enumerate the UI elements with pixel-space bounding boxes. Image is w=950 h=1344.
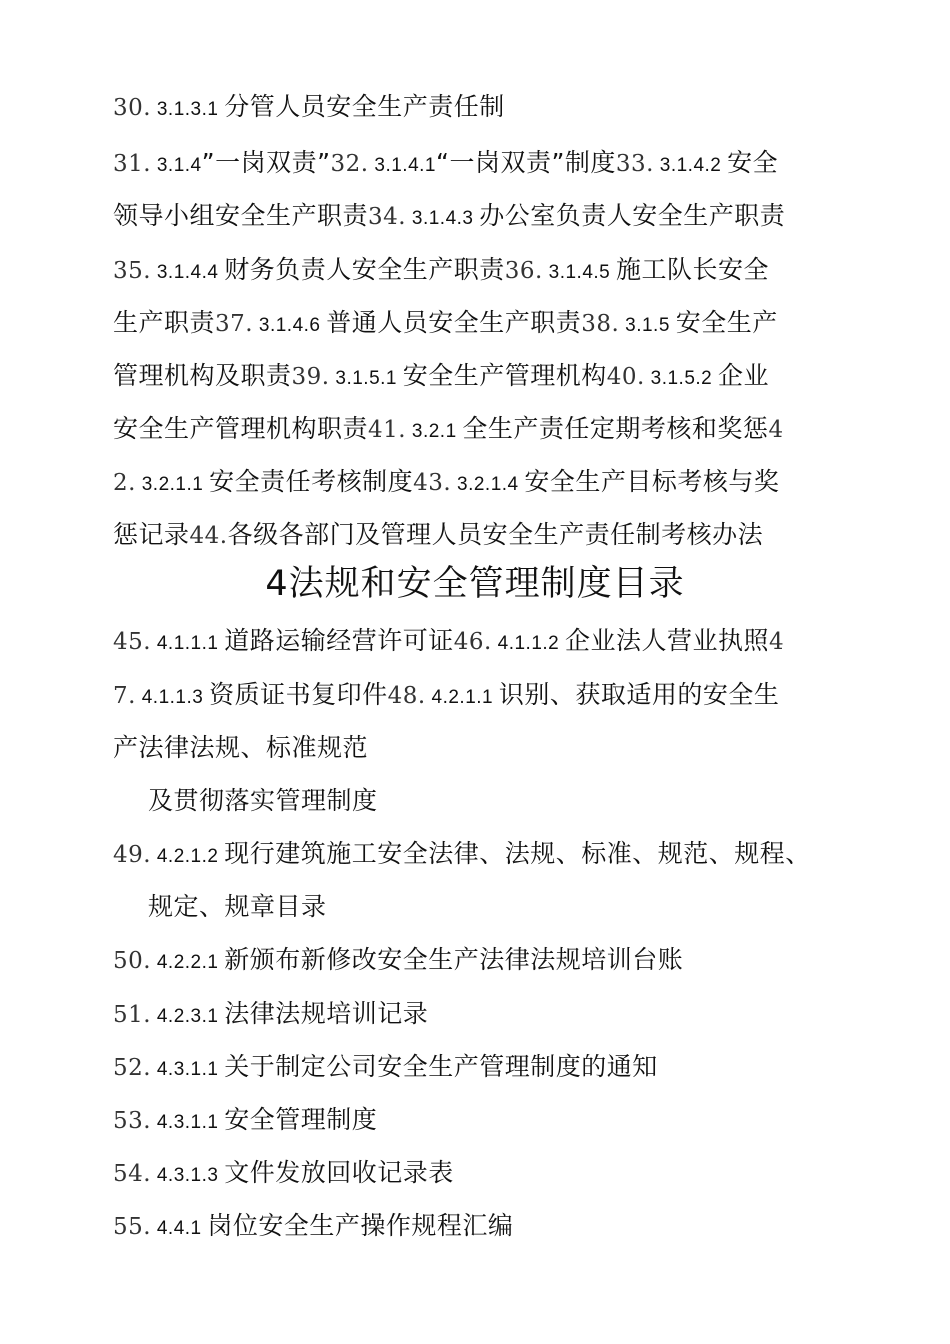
item-title: 管理机构及职责 <box>113 361 292 390</box>
toc-line <box>113 253 853 290</box>
toc-line <box>113 412 853 449</box>
item-title: 文件发放回收记录表 <box>224 1158 454 1187</box>
section-code: 3.1.4 <box>151 155 202 176</box>
toc-line <box>148 890 888 924</box>
toc-line <box>113 1156 853 1193</box>
item-title: 财务负责人安全生产职责 <box>224 255 505 284</box>
item-title: 惩记录 <box>113 520 190 549</box>
item-number: 40. <box>606 364 645 390</box>
item-number: 36. <box>504 258 543 284</box>
item-title: 安全生产 <box>675 308 778 337</box>
item-title: 安全管理制度 <box>224 1105 378 1134</box>
toc-line <box>113 731 853 765</box>
section-code: 3.1.4.2 <box>653 155 728 176</box>
item-title: 安全生产管理机构 <box>402 361 607 390</box>
item-title: 安全生产目标考核与奖 <box>524 467 780 496</box>
section-code: 4.3.1.1 <box>151 1112 225 1133</box>
item-title: 产法律法规、标准规范 <box>113 733 369 762</box>
item-number: 32. <box>330 151 369 177</box>
item-title: 施工队长安全 <box>616 255 770 284</box>
item-number: 2. <box>113 470 136 496</box>
item-number: 44. <box>189 523 228 549</box>
toc-line <box>113 306 853 343</box>
toc-line <box>113 624 853 661</box>
section-code: 4.2.3.1 <box>151 1006 225 1027</box>
section-code: 3.1.4.4 <box>151 262 225 283</box>
item-number: 46. <box>453 629 492 655</box>
item-title: 及贯彻落实管理制度 <box>148 786 378 815</box>
item-title: “一岗双责”制度 <box>436 148 616 177</box>
section-code: 4.1.1.3 <box>135 687 210 708</box>
item-number: 7. <box>113 683 136 709</box>
item-title: 道路运输经营许可证 <box>224 626 454 655</box>
section-4-heading: 4法规和安全管理制度目录 <box>265 564 685 604</box>
item-number: 34. <box>368 204 407 230</box>
item-title: 企业 <box>718 361 770 390</box>
item-title: 识别、获取适用的安全生 <box>498 680 780 709</box>
toc-line <box>148 784 888 818</box>
toc-line <box>113 837 853 874</box>
section-code: 4.1.1.1 <box>151 633 225 654</box>
item-title: 现行建筑施工安全法律、法规、标准、规范、规程、 <box>224 839 811 868</box>
section-code: 3.2.1 <box>406 421 463 442</box>
section-code: 4.2.1.1 <box>425 687 499 708</box>
toc-line <box>113 678 853 715</box>
item-number: 53. <box>113 1108 152 1134</box>
item-title: 安全生产管理机构职责 <box>113 414 369 443</box>
toc-line <box>113 1209 853 1246</box>
section-code: 3.1.4.1 <box>368 155 436 176</box>
item-title: 各级各部门及管理人员安全生产责任制考核办法 <box>227 520 764 549</box>
section-code: 3.1.5.2 <box>644 368 719 389</box>
item-number: 39. <box>291 364 330 390</box>
item-number: 4 <box>769 629 785 655</box>
section-code: 3.2.1.1 <box>135 474 210 495</box>
section-code: 3.1.4.6 <box>253 315 327 336</box>
section-code: 4.3.1.1 <box>151 1059 225 1080</box>
item-number: 41. <box>368 417 407 443</box>
item-title: 资质证书复印件 <box>209 680 388 709</box>
section-code: 4.2.1.2 <box>151 846 225 867</box>
item-title: 企业法人营业执照 <box>565 626 770 655</box>
toc-line <box>113 943 853 980</box>
item-number: 45. <box>113 629 152 655</box>
item-number: 55. <box>113 1214 152 1240</box>
toc-line <box>113 1103 853 1140</box>
item-number: 52. <box>113 1055 152 1081</box>
item-number: 50. <box>113 948 152 974</box>
item-title: 办公室负责人安全生产职责 <box>479 201 786 230</box>
item-title: 普通人员安全生产职责 <box>326 308 582 337</box>
item-number: 43. <box>413 470 452 496</box>
item-title: 安全 <box>727 148 779 177</box>
item-title: 安全责任考核制度 <box>209 467 414 496</box>
item-number: 37. <box>215 311 254 337</box>
item-number: 31. <box>113 151 152 177</box>
section-code: 4.3.1.3 <box>151 1165 225 1186</box>
item-number: 54. <box>113 1161 152 1187</box>
item-title: ”一岗双责” <box>201 148 331 177</box>
item-title: 关于制定公司安全生产管理制度的通知 <box>224 1052 658 1081</box>
section-code: 3.1.4.5 <box>542 262 617 283</box>
item-title: 法律法规培训记录 <box>224 999 429 1028</box>
item-number: 4 <box>768 417 784 443</box>
toc-line <box>113 199 853 236</box>
toc-line <box>113 997 853 1034</box>
section-code: 3.1.4.3 <box>406 208 480 229</box>
item-number: 38. <box>581 311 620 337</box>
item-number: 30. <box>113 95 152 121</box>
item-title: 分管人员安全生产责任制 <box>224 92 505 121</box>
toc-line <box>113 359 853 396</box>
item-number: 49. <box>113 842 152 868</box>
toc-line <box>113 90 853 127</box>
item-title: 生产职责 <box>113 308 216 337</box>
section-code: 3.1.5.1 <box>329 368 403 389</box>
section-code: 3.2.1.4 <box>451 474 525 495</box>
item-title: 领导小组安全生产职责 <box>113 201 369 230</box>
item-number: 51. <box>113 1002 152 1028</box>
section-code: 4.2.2.1 <box>151 952 225 973</box>
item-number: 48. <box>387 683 426 709</box>
section-code: 3.1.5 <box>619 315 676 336</box>
item-number: 33. <box>615 151 654 177</box>
toc-line <box>113 146 853 183</box>
toc-line <box>113 1050 853 1087</box>
section-code: 3.1.3.1 <box>151 99 225 120</box>
item-title: 岗位安全生产操作规程汇编 <box>207 1211 514 1240</box>
item-number: 35. <box>113 258 152 284</box>
section-code: 4.1.1.2 <box>491 633 566 654</box>
item-title: 规定、规章目录 <box>148 892 327 921</box>
item-title: 全生产责任定期考核和奖惩 <box>462 414 769 443</box>
item-title: 新颁布新修改安全生产法律法规培训台账 <box>224 945 684 974</box>
toc-line <box>113 465 853 502</box>
section-code: 4.4.1 <box>151 1218 208 1239</box>
toc-line <box>113 518 853 553</box>
